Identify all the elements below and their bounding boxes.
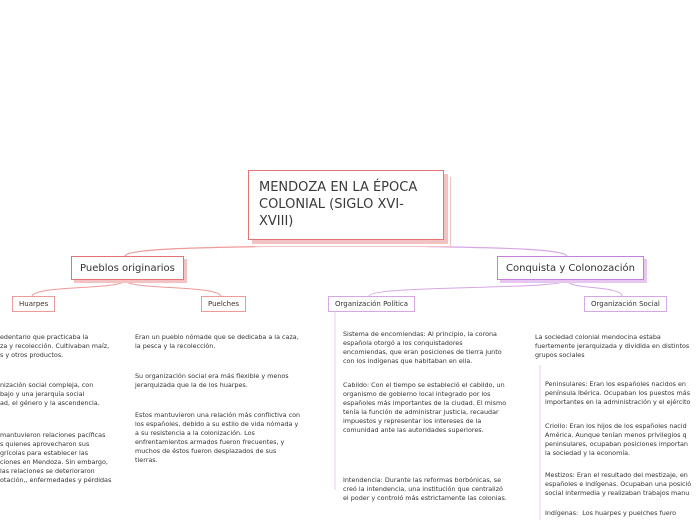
subtopic-label: Puelches [208, 300, 240, 308]
connector-conquista-politica [369, 280, 567, 296]
connector-pueblos-puelches [125, 280, 221, 296]
topic-label: Conquista y Colonozación [506, 263, 635, 274]
subtopic-puelches[interactable] [201, 296, 246, 312]
topic-label: Pueblos originarios [80, 263, 175, 274]
subtopic-organizacion-social[interactable] [584, 296, 667, 312]
root-topic[interactable] [248, 170, 444, 240]
puelches-text-2: Su organización social era más flexible y menos jerarquizada que la de los huarpes. [135, 372, 289, 389]
subtopic-label: Organización Política [335, 300, 409, 308]
politica-text-2: Cabildo: Con el tiempo se estableció el cabildo, un organismo de gobierno local integrado por los españoles más importantes de la ciudad. El mismo tenía la función de administrar justicia, recaudar impuestos y representar los intereses de la comunidad ante las autoridades superiores. [343, 381, 507, 434]
connector-conquista-social [567, 280, 622, 296]
subtopic-label: Huarpes [19, 300, 49, 308]
huarpes-text-2: nización social compleja, con bajo y una jerarquía social ad, el género y la ascendencia. [0, 381, 100, 407]
subtopic-organizacion-politica[interactable] [328, 296, 415, 312]
puelches-text-1: Eran un pueblo nómade que se dedicaba a la caza, la pesca y la recolección. [135, 333, 299, 350]
connector-pueblos-huarpes [32, 280, 125, 296]
root-title: MENDOZA EN LA ÉPOCA COLONIAL (SIGLO XVI-XVIII) [259, 180, 418, 229]
topic-pueblos-originarios[interactable] [71, 256, 184, 280]
subtopic-label: Organización Social [591, 300, 660, 308]
social-intro: La sociedad colonial mendocina estaba fuertemente jerarquizada y dividida en distintos grupos sociales [535, 333, 690, 359]
subtopic-huarpes[interactable] [12, 296, 55, 312]
politica-text-1: Sistema de encomiendas: Al principio, la corona española otorgó a los conquistadores encomiendas, que eran posiciones de tierra junto con los indígenas que habitaban en ella. [343, 330, 502, 365]
topic-conquista-colonizacion[interactable] [497, 256, 644, 280]
social-text-4: Indígenas: Los huarpes y puelches fuero [545, 509, 677, 517]
huarpes-text-3: mantuvieron relaciones pacíficas s quienes aprovecharon sus grícolas para establecer las ciones en Mendoza. Sin embargo, las relaciones se deterioraron otación,, enfermedades y pérdidas [0, 431, 112, 484]
puelches-text-3: Estos mantuvieron una relación más conflictiva con los españoles, debido a su estilo de vida nómada y a su resistencia a la colonización. Los enfrentamientos armados fueron frecuentes, y muchos de éstos fueron desplazados de sus tierras. [135, 411, 301, 464]
social-text-1: Peninsulares: Eran los españoles nacidos en península Ibérica. Ocupaban los puestos más importantes en la administración y el ejército [545, 380, 691, 406]
social-text-3: Mestizos: Eran el resultado del mestizaje, en españoles e indígenas. Ocupaban una posició social intermedia y realizaban trabajos manu [545, 471, 692, 497]
huarpes-text-1: edentario que practicaba la za y recolección. Cultivaban maíz, s y otros productos. [0, 333, 110, 359]
politica-text-3: Intendencia: Durante las reformas borbónicas, se creó la intendencia, una institución que centralizó el poder y controló más estrictamente las colonias. [343, 476, 507, 502]
social-text-2: Criollo: Eran los hijos de los españoles nacid América. Aunque tenían menos privilegios q peninsulares, ocupaban posiciones importan la sociedad y la economía. [545, 422, 688, 457]
connector-root-pueblos [125, 241, 346, 256]
connector-root-conquista [346, 241, 567, 256]
